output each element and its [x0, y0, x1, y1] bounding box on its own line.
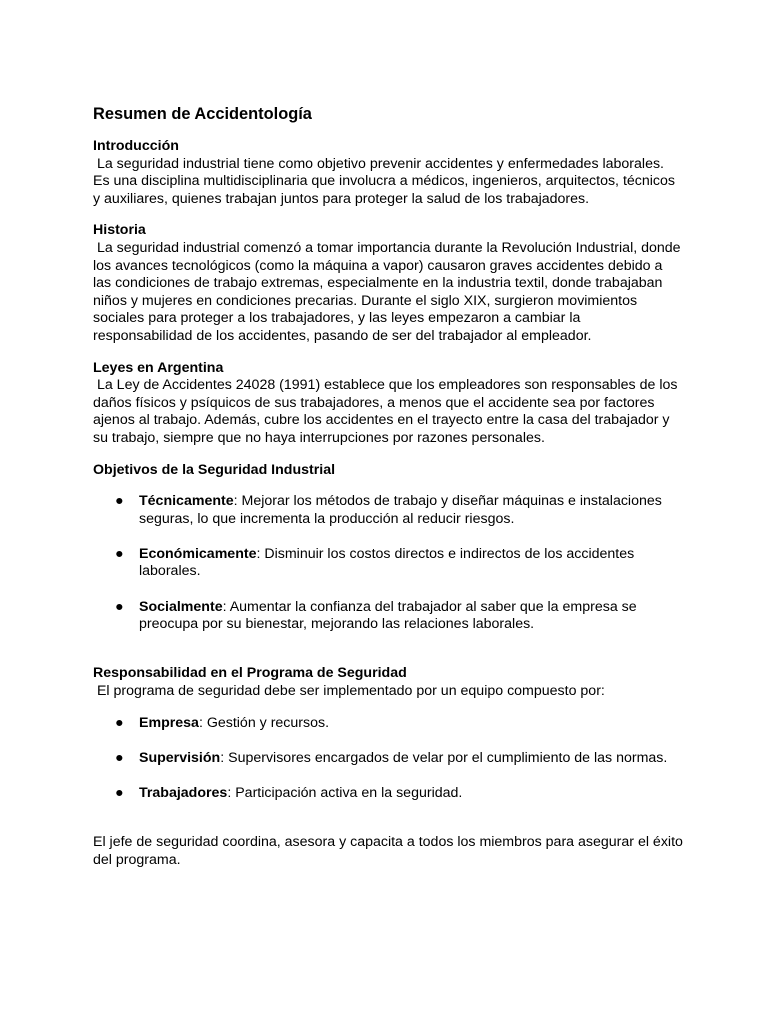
list-item	[93, 493, 683, 528]
list-item-term: Supervisión	[139, 749, 221, 766]
list-item	[93, 599, 683, 634]
list-item-text: : Disminuir los costos directos e indirectos de los accidentes laborales.	[139, 545, 635, 580]
list-item-text: : Gestión y recursos.	[198, 714, 330, 731]
section-heading-objectives: Objetivos de la Seguridad Industrial	[93, 461, 336, 478]
section-heading-laws: Leyes en Argentina	[93, 359, 224, 376]
bullet-icon: ●	[115, 785, 124, 801]
closing-paragraph: El jefe de seguridad coordina, asesora y capacita a todos los miembros para asegurar el éxito del programa.	[93, 834, 683, 868]
section-body-introduction: La seguridad industrial tiene como objetivo prevenir accidentes y enfermedades laborales. Es una disciplina multidisciplinaria que involucra a médicos, ingenieros, arquitectos, técnicos y auxiliares, quienes trabajan juntos para proteger la salud de los trabajadores.	[93, 155, 679, 207]
document-title: Resumen de Accidentología	[93, 105, 312, 123]
section-body-responsibility: El programa de seguridad debe ser implementado por un equipo compuesto por:	[93, 683, 605, 700]
list-item	[93, 750, 683, 768]
responsibility-list	[93, 715, 683, 803]
section-body-history: La seguridad industrial comenzó a tomar importancia durante la Revolución Industrial, donde los avances tecnológicos (como la máquina a vapor) causaron graves accidentes debido a las condiciones de trabajo extremas, especialmente en la industria textil, donde trabajaban niños y mujeres en condiciones precarias. Durante el siglo XIX, surgieron movimientos sociales para proteger a los trabajadores, y las leyes empezaron a cambiar la responsabilidad de los accidentes, pasando de ser del trabajador al empleador.	[93, 239, 685, 344]
bullet-icon: ●	[115, 545, 124, 562]
bullet-icon: ●	[115, 598, 124, 615]
list-item-term: Técnicamente	[139, 493, 234, 510]
list-item-term: Económicamente	[139, 545, 257, 562]
list-item-text: : Supervisores encargados de velar por el cumplimiento de las normas.	[220, 749, 668, 766]
list-item	[93, 546, 683, 581]
list-item-text: : Mejorar los métodos de trabajo y diseñar máquinas e instalaciones seguras, lo que incrementa la producción al reducir riesgos.	[139, 493, 662, 527]
section-body-laws: La Ley de Accidentes 24028 (1991) establece que los empleadores son responsables de los daños físicos y psíquicos de sus trabajadores, a menos que el accidente sea por factores ajenos al trabajo. Además, cubre los accidentes en el trayecto entre la casa del trabajador y su trabajo, siempre que no haya interrupciones por razones personales.	[93, 377, 682, 446]
list-item-term: Trabajadores	[139, 785, 228, 801]
section-heading-introduction: Introducción	[93, 138, 179, 154]
list-item-text: : Participación activa en la seguridad.	[227, 785, 463, 801]
spacer	[93, 651, 683, 665]
list-item	[93, 785, 683, 803]
section-heading-responsibility: Responsabilidad en el Programa de Seguridad	[93, 665, 407, 682]
bullet-icon: ●	[115, 714, 124, 731]
spacer	[93, 820, 683, 834]
list-item-term: Empresa	[139, 714, 199, 731]
list-item-text: : Aumentar la confianza del trabajador al saber que la empresa se preocupa por su bienestar, mejorando las relaciones laborales.	[139, 598, 637, 633]
document-page	[93, 104, 683, 883]
list-item	[93, 715, 683, 733]
bullet-icon: ●	[115, 493, 124, 510]
objectives-list	[93, 493, 683, 634]
list-item-term: Socialmente	[139, 598, 223, 615]
bullet-icon: ●	[115, 749, 124, 766]
section-heading-history: Historia	[93, 222, 146, 239]
